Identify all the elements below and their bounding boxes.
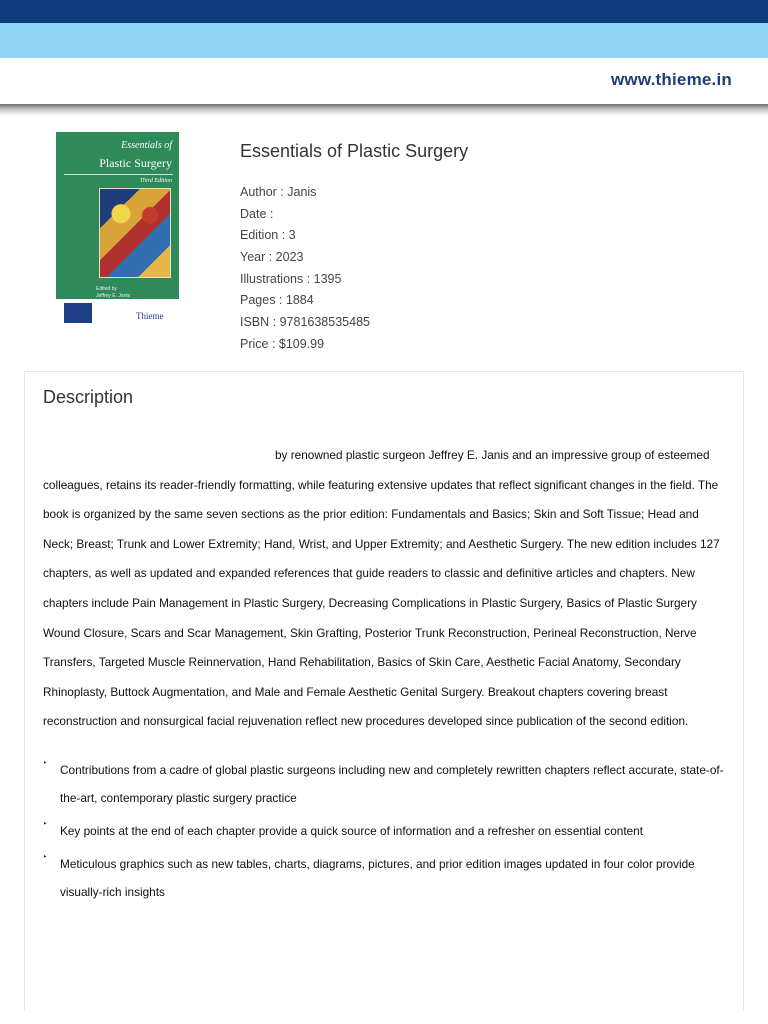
description-paragraph: by renowned plastic surgeon Jeffrey E. Janis and an impressive group of esteemed colleagues, retains its reader-friendly formatting, while featuring extensive updates that reflect significant changes in the field. The book is organized by the same seven sections as the prior edition: Fundamentals and Basics; Skin and Soft Tissue; Head and Neck; Breast; Trunk and Lower Extremity; Hand, Wrist, and Upper Extremity; and Aesthetic Surgery. The new edition includes 127 chapters, as well as updated and expanded references that guide readers to classic and definitive articles and chapters. New chapters include Pain Management in Plastic Surgery, Decreasing Complications in Plastic Surgery, Basics of Plastic Surgery Wound Closure, Scars and Scar Management, Skin Grafting, Posterior Trunk Reconstruction, Perineal Reconstruction, Nerve Transfers, Targeted Muscle Reinnervation, Hand Rehabilitation, Basics of Skin Care, Aesthetic Facial Anatomy, Secondary Rhinoplasty, Buttock Augmentation, and Male and Female Aesthetic Genital Surgery. Breakout chapters covering breast reconstruction and nonsurgical facial rejuvenation reflect new procedures developed since publication of the second edition. bbox=[43, 448, 720, 729]
cover-editor-line1: Edited by bbox=[96, 286, 117, 292]
feature-bullet bbox=[43, 817, 733, 845]
bullet-marker-icon: ‣ bbox=[43, 821, 48, 828]
info-pages: Pages : 1884 bbox=[240, 293, 314, 308]
book-info-list bbox=[240, 184, 370, 358]
header-light-band bbox=[0, 23, 768, 58]
info-illustrations: Illustrations : 1395 bbox=[240, 271, 342, 286]
book-cover-image bbox=[56, 132, 179, 328]
cover-series-badge bbox=[64, 303, 92, 323]
cover-rule bbox=[64, 174, 173, 175]
info-price: Price : $109.99 bbox=[240, 336, 325, 351]
cover-edition: Third Edition bbox=[139, 178, 172, 184]
cover-artwork bbox=[99, 188, 171, 278]
feature-bullet bbox=[43, 850, 733, 906]
cover-title-line2: Plastic Surgery bbox=[99, 156, 172, 170]
cover-editor-line2: Jeffrey E. Janis bbox=[96, 293, 131, 299]
bullet-marker-icon: ‣ bbox=[43, 760, 48, 767]
info-year: Year : 2023 bbox=[240, 250, 304, 265]
feature-bullet-text: Meticulous graphics such as new tables, charts, diagrams, pictures, and prior edition images updated in four color provide visually-rich insights bbox=[60, 857, 695, 899]
description-heading: Description bbox=[43, 387, 134, 407]
cover-title-line1: Essentials of bbox=[121, 140, 172, 151]
site-url-link[interactable]: www.thieme.in bbox=[611, 70, 732, 89]
book-title: Essentials of Plastic Surgery bbox=[240, 141, 469, 161]
feature-bullet-text: Key points at the end of each chapter provide a quick source of information and a refresher on essential content bbox=[60, 824, 643, 838]
feature-bullet bbox=[43, 756, 733, 812]
header-top-band bbox=[0, 0, 768, 23]
feature-bullet-list bbox=[43, 756, 733, 911]
cover-editor bbox=[96, 286, 130, 300]
header-shadow bbox=[0, 104, 768, 116]
info-author: Author : Janis bbox=[240, 185, 317, 199]
info-date: Date : bbox=[240, 206, 274, 221]
info-isbn: ISBN : 9781638535485 bbox=[240, 315, 370, 330]
bullet-marker-icon: ‣ bbox=[43, 854, 48, 861]
info-edition: Edition : 3 bbox=[240, 228, 296, 243]
feature-bullet-text: Contributions from a cadre of global plastic surgeons including new and completely rewritten chapters reflect accurate, state-of-the-art, contemporary plastic surgery practice bbox=[60, 763, 724, 805]
cover-publisher-logo: Thieme bbox=[136, 311, 164, 321]
